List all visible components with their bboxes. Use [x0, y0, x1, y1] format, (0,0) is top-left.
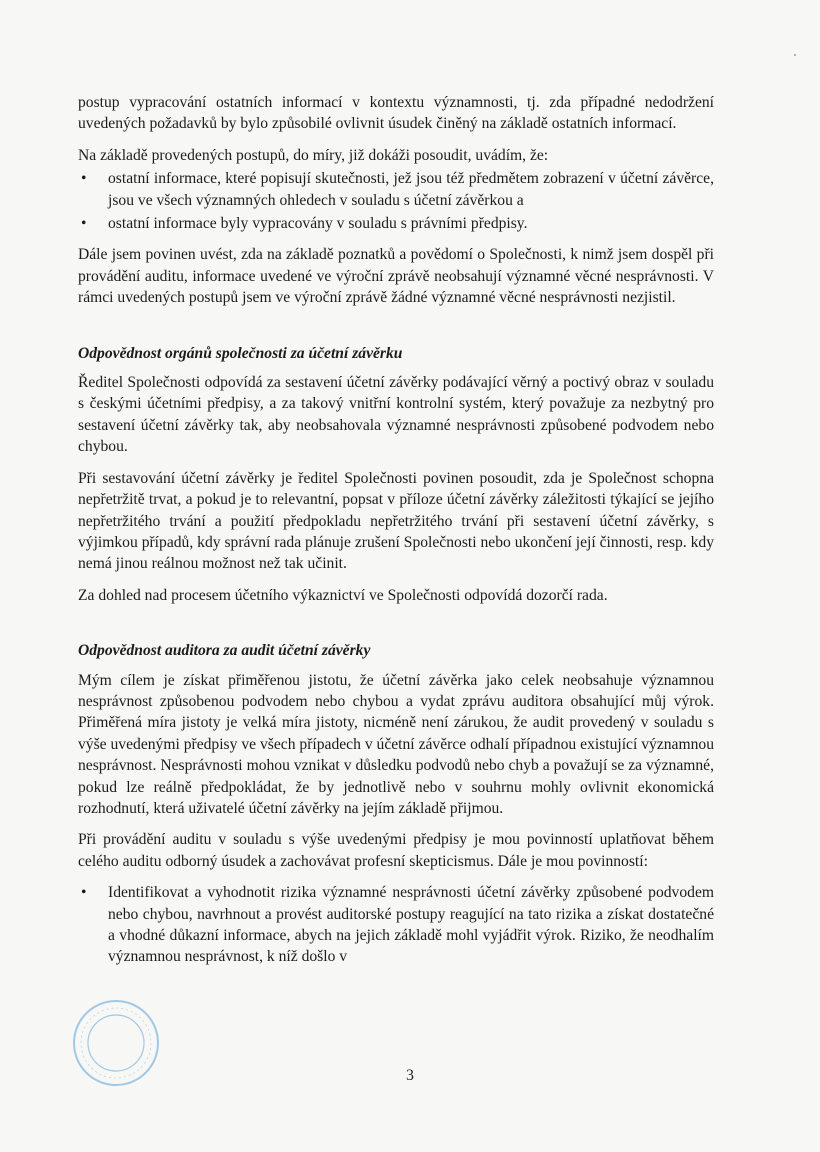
paragraph-intro: postup vypracování ostatních informací v kontextu významnosti, tj. zda případné nedodržení uvedených požadavků by bylo způsobilé ovlivnit úsudek činěný na základě ostatních informací. [78, 94, 714, 133]
list-item: • ostatní informace byly vypracovány v souladu s právními předpisy. [78, 213, 714, 234]
paragraph-auditor-1: Mým cílem je získat přiměřenou jistotu, že účetní závěrka jako celek neobsahuje významnou nesprávnost způsobenou podvodem nebo chybou a vydat zprávu auditora obsahující můj výrok. Přiměřená míra jistoty je velká míra jistoty, nicméně není zárukou, že audit provedený v souladu s výše uvedenými předpisy ve všech případech v účetní závěrce odhalí případnou existující významnou nesprávnost. Nesprávnosti mohou vznikat v důsledku podvodů nebo chyb a považují se za významné, pokud lze reálně předpokládat, že by jednotlivě nebo v souhrnu mohly ovlivnit ekonomická rozhodnutí, která uživatelé účetní závěrky na jejím základě přijmou. [78, 671, 714, 817]
bullet-icon: • [81, 170, 87, 188]
bullet-icon: • [81, 215, 87, 233]
paragraph-mgmt-1: Ředitel Společnosti odpovídá za sestavení účetní závěrky podávající věrný a poctivý obraz v souladu s českými účetními předpisy, a za takový vnitřní kontrolní systém, který považuje za nezbytný pro sestavení účetní závěrky tak, aby neobsahovala významné nesprávnosti způsobené podvodem nebo chybou. [78, 374, 714, 456]
paragraph-auditor-2: Při provádění auditu v souladu s výše uvedenými předpisy je mou povinností uplatňovat během celého auditu odborný úsudek a zachovávat profesní skepticismus. Dále je mou povinností: [78, 831, 714, 870]
bullet-icon: • [81, 884, 87, 902]
scan-speck [794, 54, 796, 56]
paragraph-mgmt-2: Při sestavování účetní závěrky je ředitel Společnosti povinen posoudit, zda je Společnost schopna nepřetržitě trvat, a pokud je to relevantní, popsat v příloze účetní závěrky záležitosti týkající se jejího nepřetržitého trvání a použití předpokladu nepřetržitého trvání při sestavení účetní závěrky, s výjimkou případů, kdy správní rada plánuje zrušení Společnosti nebo ukončení její činnosti, resp. kdy nemá jinou reálnou možnost než tak učinit. [78, 469, 714, 573]
heading-management-responsibility: Odpovědnost orgánů společnosti za účetní závěrku [78, 344, 403, 362]
paragraph-basis: Na základě provedených postupů, do míry, již dokáži posoudit, uvádím, že: [78, 146, 549, 164]
paragraph-further: Dále jsem povinen uvést, zda na základě poznatků a povědomí o Společnosti, k nimž jsem dospěl při provádění auditu, informace uvedené ve výroční zprávě neobsahují významné věcné nesprávnosti. V rámci uvedených postupů jsem ve výroční zprávě žádné významné věcné nesprávnosti nezjistil. [78, 246, 714, 307]
page-number: 3 [406, 1067, 414, 1084]
paragraph-mgmt-3: Za dohled nad procesem účetního výkaznictví ve Společnosti odpovídá dozorčí rada. [78, 586, 608, 604]
heading-auditor-responsibility: Odpovědnost auditora za audit účetní závěrky [78, 642, 371, 660]
duties-list [78, 882, 714, 968]
list-item: • Identifikovat a vyhodnotit rizika významné nesprávnosti účetní závěrky způsobené podvodem nebo chybou, navrhnout a provést auditorské postupy reagující na tato rizika a získat dostatečné a vhodné důkazní informace, abych na jejich základě mohl vyjádřit výrok. Riziko, že neodhalím významnou nesprávnost, k níž došlo v [81, 884, 714, 966]
list-item: • ostatní informace, které popisují skutečnosti, jež jsou též předmětem zobrazení v účetní závěrce, jsou ve všech významných ohledech v souladu s účetní závěrkou a [81, 170, 714, 209]
findings-list [78, 168, 714, 234]
document-page [78, 92, 714, 978]
